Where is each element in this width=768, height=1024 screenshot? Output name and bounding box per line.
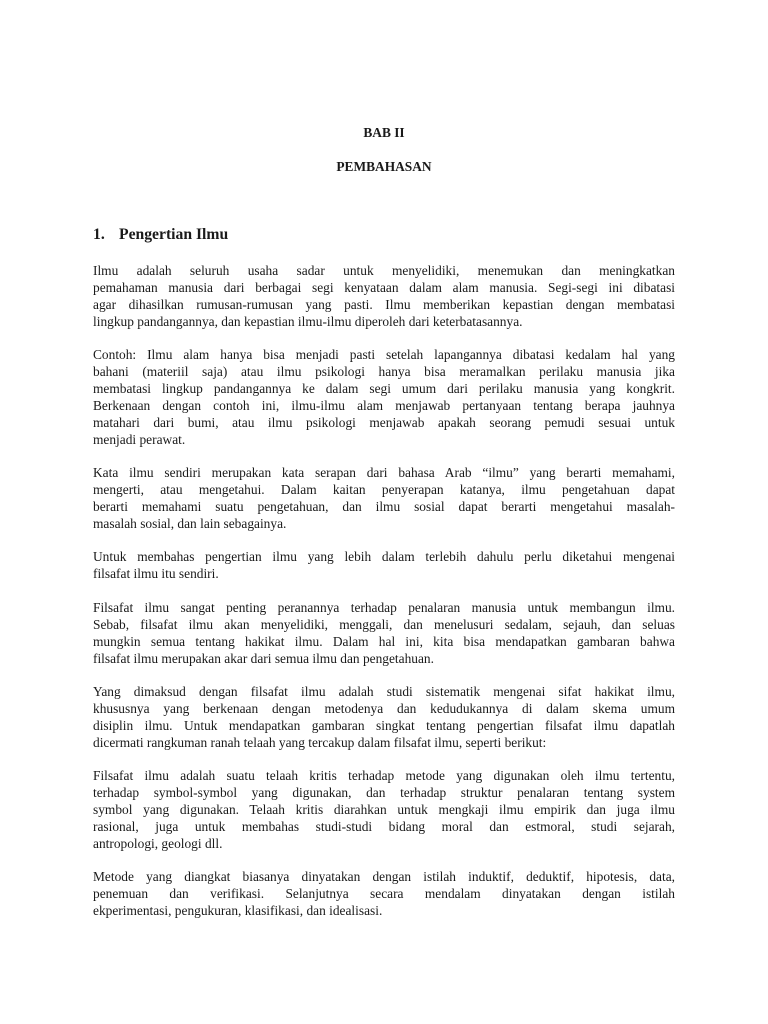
section-number: 1. (93, 226, 105, 243)
paragraph-line: Sebab, filsafat ilmu akan menyelidiki, menggali, dan menelusuri sedalam, sejauh, dan seluas (93, 617, 675, 632)
paragraph-line: rasional, juga untuk membahas studi-studi bidang moral dan estmoral, studi sejarah, (93, 819, 675, 834)
paragraph-line: masalah sosial, dan lain sebagainya. (93, 516, 287, 531)
paragraph-line: menjadi perawat. (93, 432, 186, 447)
paragraph-line: dicermati rangkuman ranah telaah yang tercakup dalam filsafat ilmu, seperti berikut: (93, 735, 547, 750)
paragraph-line: Untuk membahas pengertian ilmu yang lebih dalam terlebih dahulu perlu diketahui mengenai (93, 549, 675, 564)
chapter-title: PEMBAHASAN (336, 159, 432, 174)
paragraph-line: berarti memahami suatu pengetahuan, dan ilmu sosial dapat berarti mengetahui masalah- (93, 499, 675, 514)
paragraph-line: antropologi, geologi dll. (93, 836, 223, 851)
paragraph-line: filsafat ilmu merupakan akar dari semua ilmu dan pengetahuan. (93, 651, 434, 666)
paragraph (93, 346, 675, 448)
section-title: Pengertian Ilmu (119, 226, 229, 243)
section-heading (93, 226, 675, 243)
paragraph-line: lingkup pandangannya, dan kepastian ilmu-ilmu diperoleh dari keterbatasannya. (93, 314, 523, 329)
paragraph-line: Ilmu adalah seluruh usaha sadar untuk menyelidiki, menemukan dan meningkatkan (93, 263, 675, 278)
paragraph-line: Kata ilmu sendiri merupakan kata serapan dari bahasa Arab “ilmu” yang berarti memahami, (93, 465, 675, 480)
paragraph-line: bahani (materiil saja) atau ilmu psikologi hanya bisa meramalkan perilaku manusia jika (93, 364, 675, 379)
paragraph-line: agar dihasilkan rumusan-rumusan yang pasti. Ilmu memberikan kepastian dengan membatasi (93, 297, 675, 312)
paragraph-line: pemahaman manusia dari berbagai segi kenyataan dalam alam manusia. Segi-segi ini dibatasi (93, 280, 675, 295)
paragraph-line: Filsafat ilmu adalah suatu telaah kritis terhadap metode yang digunakan oleh ilmu tertentu, (93, 768, 675, 783)
paragraph (93, 599, 675, 667)
paragraph-line: Contoh: Ilmu alam hanya bisa menjadi pasti setelah lapangannya dibatasi kedalam hal yang (93, 347, 675, 362)
paragraph-line: Yang dimaksud dengan filsafat ilmu adalah studi sistematik mengenai sifat hakikat ilmu, (93, 684, 675, 699)
paragraph-line: membatasi lingkup pandangannya ke dalam segi umum dari perilaku manusia yang kongkrit. (93, 381, 675, 396)
paragraph (93, 548, 675, 582)
paragraph-line: penemuan dan verifikasi. Selanjutnya secara mendalam dinyatakan dengan istilah (93, 886, 675, 901)
paragraph-line: mungkin semua tentang hakikat ilmu. Dalam hal ini, kita bisa mendapatkan gambaran bahwa (93, 634, 675, 649)
paragraph-line: matahari dari bumi, atau ilmu psikologi menjawab apakah seorang pemudi sesuai untuk (93, 415, 675, 430)
paragraph (93, 262, 675, 330)
paragraph-line: mengerti, atau mengetahui. Dalam kaitan penyerapan katanya, ilmu pengetahuan dapat (93, 482, 675, 497)
paragraph-line: Metode yang diangkat biasanya dinyatakan dengan istilah induktif, deduktif, hipotesis, data, (93, 869, 675, 884)
paragraph-line: Berkenaan dengan contoh ini, ilmu-ilmu alam menjawab pertanyaan tentang berapa jauhnya (93, 398, 675, 413)
paragraph-line: symbol yang digunakan. Telaah kritis diarahkan untuk mengkaji ilmu empirik dan juga ilmu (93, 802, 675, 817)
chapter-number: BAB II (363, 125, 405, 140)
paragraph-line: Filsafat ilmu sangat penting peranannya terhadap penalaran manusia untuk membangun ilmu. (93, 600, 675, 615)
paragraph-line: khususnya yang berkenaan dengan metodenya dan kedudukannya di dalam skema umum (93, 701, 675, 716)
paragraph-line: terhadap symbol-symbol yang digunakan, dan terhadap struktur penalaran tentang system (93, 785, 675, 800)
paragraph-line: ekperimentasi, pengukuran, klasifikasi, dan idealisasi. (93, 903, 383, 918)
paragraph (93, 868, 675, 919)
paragraph-line: filsafat ilmu itu sendiri. (93, 566, 219, 581)
paragraph-line: disiplin ilmu. Untuk mendapatkan gambaran singkat tentang pengertian filsafat ilmu dapatlah (93, 718, 675, 733)
paragraph (93, 767, 675, 852)
paragraph (93, 464, 675, 532)
paragraph (93, 683, 675, 751)
